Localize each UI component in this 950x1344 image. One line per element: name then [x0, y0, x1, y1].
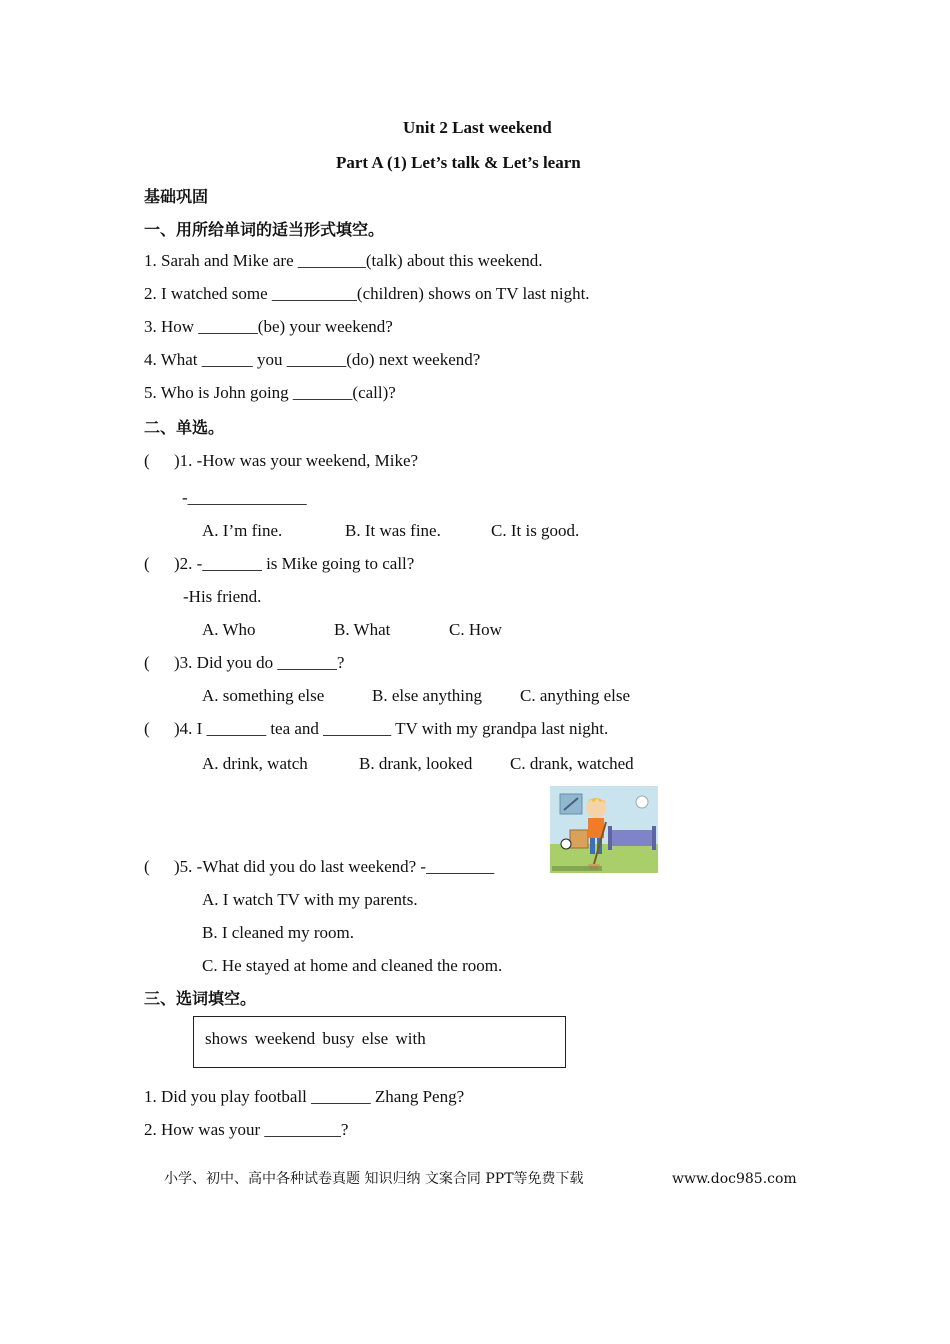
question-3-option-b: B. else anything [372, 686, 483, 705]
unit-title: Unit 2 Last weekend [403, 118, 552, 137]
question-1-option-c: C. It is good. [491, 521, 580, 540]
question-4-option-b: B. drank, looked [359, 754, 473, 773]
question-3-option-a: A. something else [202, 686, 325, 705]
boy-cleaning-room-illustration [550, 786, 658, 873]
question-3 [144, 653, 344, 673]
part-title: Part A (1) Let’s talk & Let’s learn [336, 153, 581, 172]
question-3-stem: )3. Did you do _______? [174, 653, 345, 672]
question-5-option-b: B. I cleaned my room. [202, 923, 355, 942]
answer-paren: ( [144, 554, 150, 573]
question-5-stem: )5. -What did you do last weekend? -________ [174, 857, 495, 876]
answer-paren: ( [144, 653, 150, 672]
question-3-option-c: C. anything else [520, 686, 631, 705]
question-1-option-b: B. It was fine. [345, 521, 441, 540]
footer-text: 小学、初中、高中各种试卷真题 知识归纳 文案合同 PPT等免费下载 [164, 1171, 584, 1187]
section1-item-3: 3. How _______(be) your weekend? [144, 317, 393, 336]
word-bank: shows weekend busy else with [205, 1029, 426, 1048]
word-bank-box [193, 1016, 566, 1068]
question-2-stem: )2. -_______ is Mike going to call? [174, 554, 415, 573]
section-basic-heading: 基础巩固 [144, 187, 209, 206]
question-1-option-a: A. I’m fine. [202, 521, 283, 540]
question-5 [144, 857, 494, 877]
question-1-stem: )1. -How was your weekend, Mike? [174, 451, 419, 470]
answer-paren: ( [144, 719, 150, 738]
question-2-option-c: C. How [449, 620, 502, 639]
footer-url[interactable]: www.doc985.com [672, 1171, 797, 1187]
section1-item-4: 4. What ______ you _______(do) next weekend? [144, 350, 481, 369]
question-2-reply: -His friend. [183, 587, 262, 606]
section1-heading: 一、用所给单词的适当形式填空。 [144, 220, 385, 239]
question-5-option-c: C. He stayed at home and cleaned the room. [202, 956, 503, 975]
section1-item-5: 5. Who is John going _______(call)? [144, 383, 396, 402]
section3-heading: 三、选词填空。 [144, 989, 257, 1008]
section3-item-1: 1. Did you play football _______ Zhang Peng? [144, 1087, 465, 1106]
question-4-option-a: A. drink, watch [202, 754, 308, 773]
question-4 [144, 719, 608, 739]
answer-paren: ( [144, 451, 150, 470]
section1-item-2: 2. I watched some __________(children) shows on TV last night. [144, 284, 590, 303]
question-2-option-a: A. Who [202, 620, 256, 639]
section1-item-1: 1. Sarah and Mike are ________(talk) about this weekend. [144, 251, 543, 270]
section2-heading: 二、单选。 [144, 418, 225, 437]
question-4-option-c: C. drank, watched [510, 754, 634, 773]
question-1 [144, 451, 418, 471]
question-1-reply: -______________ [182, 488, 307, 507]
answer-paren: ( [144, 857, 150, 876]
section3-item-2: 2. How was your _________? [144, 1120, 349, 1139]
question-4-stem: )4. I _______ tea and ________ TV with my grandpa last night. [174, 719, 609, 738]
question-5-option-a: A. I watch TV with my parents. [202, 890, 418, 909]
question-2 [144, 554, 414, 574]
question-2-option-b: B. What [334, 620, 391, 639]
